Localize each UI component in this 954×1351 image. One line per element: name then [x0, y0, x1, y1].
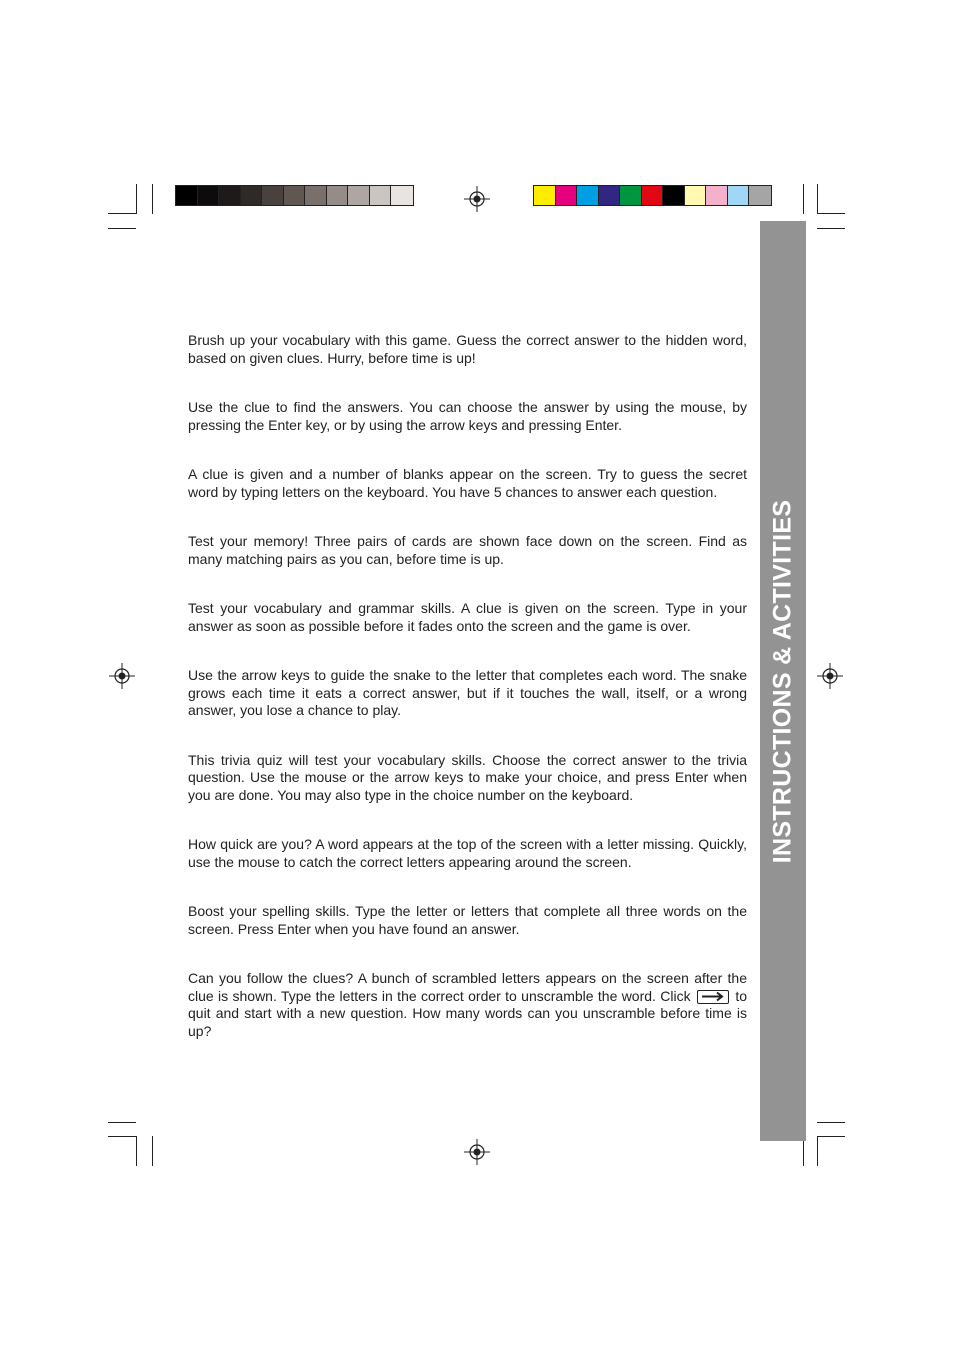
- grey-swatch: [219, 186, 241, 205]
- paragraph-quick-catch: How quick are you? A word appears at the top of the screen with a letter missing. Quickly, use the mouse to catch the correct letters appearing around the screen.: [188, 836, 747, 870]
- pink-swatch: [706, 186, 728, 205]
- grey-swatch: [176, 186, 198, 205]
- registration-mark-icon: [817, 663, 843, 689]
- grey-swatch: [262, 186, 284, 205]
- crop-mark: [817, 213, 845, 214]
- paragraph-trivia-quiz: This trivia quiz will test your vocabulary skills. Choose the correct answer to the trivia question. Use the mouse or the arrow keys to make your choice, and press Enter when you are done. You may also type in the choice number on the keyboard.: [188, 751, 747, 803]
- paragraph-vocabulary-game: Brush up your vocabulary with this game. Guess the correct answer to the hidden word, based on given clues. Hurry, before time is up!: [188, 332, 747, 366]
- process-color-bar: [533, 185, 772, 206]
- paragraph-unscramble: [188, 970, 747, 1040]
- registration-mark-icon: [464, 1139, 490, 1165]
- crop-mark: [108, 228, 136, 229]
- crop-mark: [136, 1136, 137, 1166]
- green-swatch: [620, 186, 642, 205]
- grey-swatch: [327, 186, 349, 205]
- yellow-swatch: [534, 186, 556, 205]
- paragraph-secret-word: A clue is given and a number of blanks appear on the screen. Try to guess the secret word by typing letters on the keyboard. You have 5 chances to answer each question.: [188, 466, 747, 500]
- crop-mark: [108, 1136, 136, 1137]
- sidebar-title: INSTRUCTIONS & ACTIVITIES: [768, 499, 797, 863]
- unscramble-text-before: Can you follow the clues? A bunch of scrambled letters appears on the screen after the clue is shown. Type the letters in the correct order to unscramble the word. Click: [188, 970, 747, 1004]
- crop-mark: [817, 184, 818, 214]
- paragraph-snake-game: Use the arrow keys to guide the snake to the letter that completes each word. The snake grows each time it eats a correct answer, but if it touches the wall, itself, or a wrong answer, you lose a chance to play.: [188, 667, 747, 718]
- crop-mark: [152, 184, 153, 214]
- red-swatch: [642, 186, 664, 205]
- magenta-swatch: [556, 186, 578, 205]
- registration-mark-icon: [109, 663, 135, 689]
- instructions-content: [188, 332, 747, 1040]
- crop-mark: [108, 1122, 136, 1123]
- paragraph-clue-answers: Use the clue to find the answers. You can choose the answer by using the mouse, by pressing the Enter key, or by using the arrow keys and pressing Enter.: [188, 399, 747, 433]
- cyan-swatch: [577, 186, 599, 205]
- unscramble-text-after: to quit and start with a new question. How many words can you unscramble before time is up?: [188, 987, 748, 1039]
- crop-mark: [136, 184, 137, 214]
- crop-mark: [817, 1122, 845, 1123]
- crop-mark: [817, 1136, 818, 1166]
- grey-swatch: [348, 186, 370, 205]
- crop-mark: [108, 213, 136, 214]
- paragraph-grammar-skills: Test your vocabulary and grammar skills. A clue is given on the screen. Type in your answer as soon as possible before it fades onto the screen and the game is over.: [188, 600, 747, 634]
- crop-mark: [803, 184, 804, 214]
- grey-swatch: [391, 186, 413, 205]
- paragraph-spelling-skills: Boost your spelling skills. Type the letter or letters that complete all three words on the screen. Press Enter when you have found an answer.: [188, 903, 747, 937]
- crop-mark: [817, 228, 845, 229]
- grey-swatch: [370, 186, 392, 205]
- grey-swatch: [284, 186, 306, 205]
- violet-swatch: [599, 186, 621, 205]
- crop-mark: [817, 1136, 845, 1137]
- arrow-right-icon: [697, 990, 729, 1004]
- light-yellow-swatch: [685, 186, 707, 205]
- black-swatch: [663, 186, 685, 205]
- crop-mark: [152, 1136, 153, 1166]
- light-blue-swatch: [728, 186, 750, 205]
- grey-swatch: [305, 186, 327, 205]
- grey-swatch: [241, 186, 263, 205]
- paragraph-memory-game: Test your memory! Three pairs of cards are shown face down on the screen. Find as many matching pairs as you can, before time is up.: [188, 533, 747, 567]
- grey-swatch: [198, 186, 220, 205]
- registration-mark-icon: [464, 186, 490, 212]
- section-sidebar: [760, 221, 806, 1141]
- grey-swatch: [749, 186, 771, 205]
- greyscale-color-bar: [175, 185, 414, 206]
